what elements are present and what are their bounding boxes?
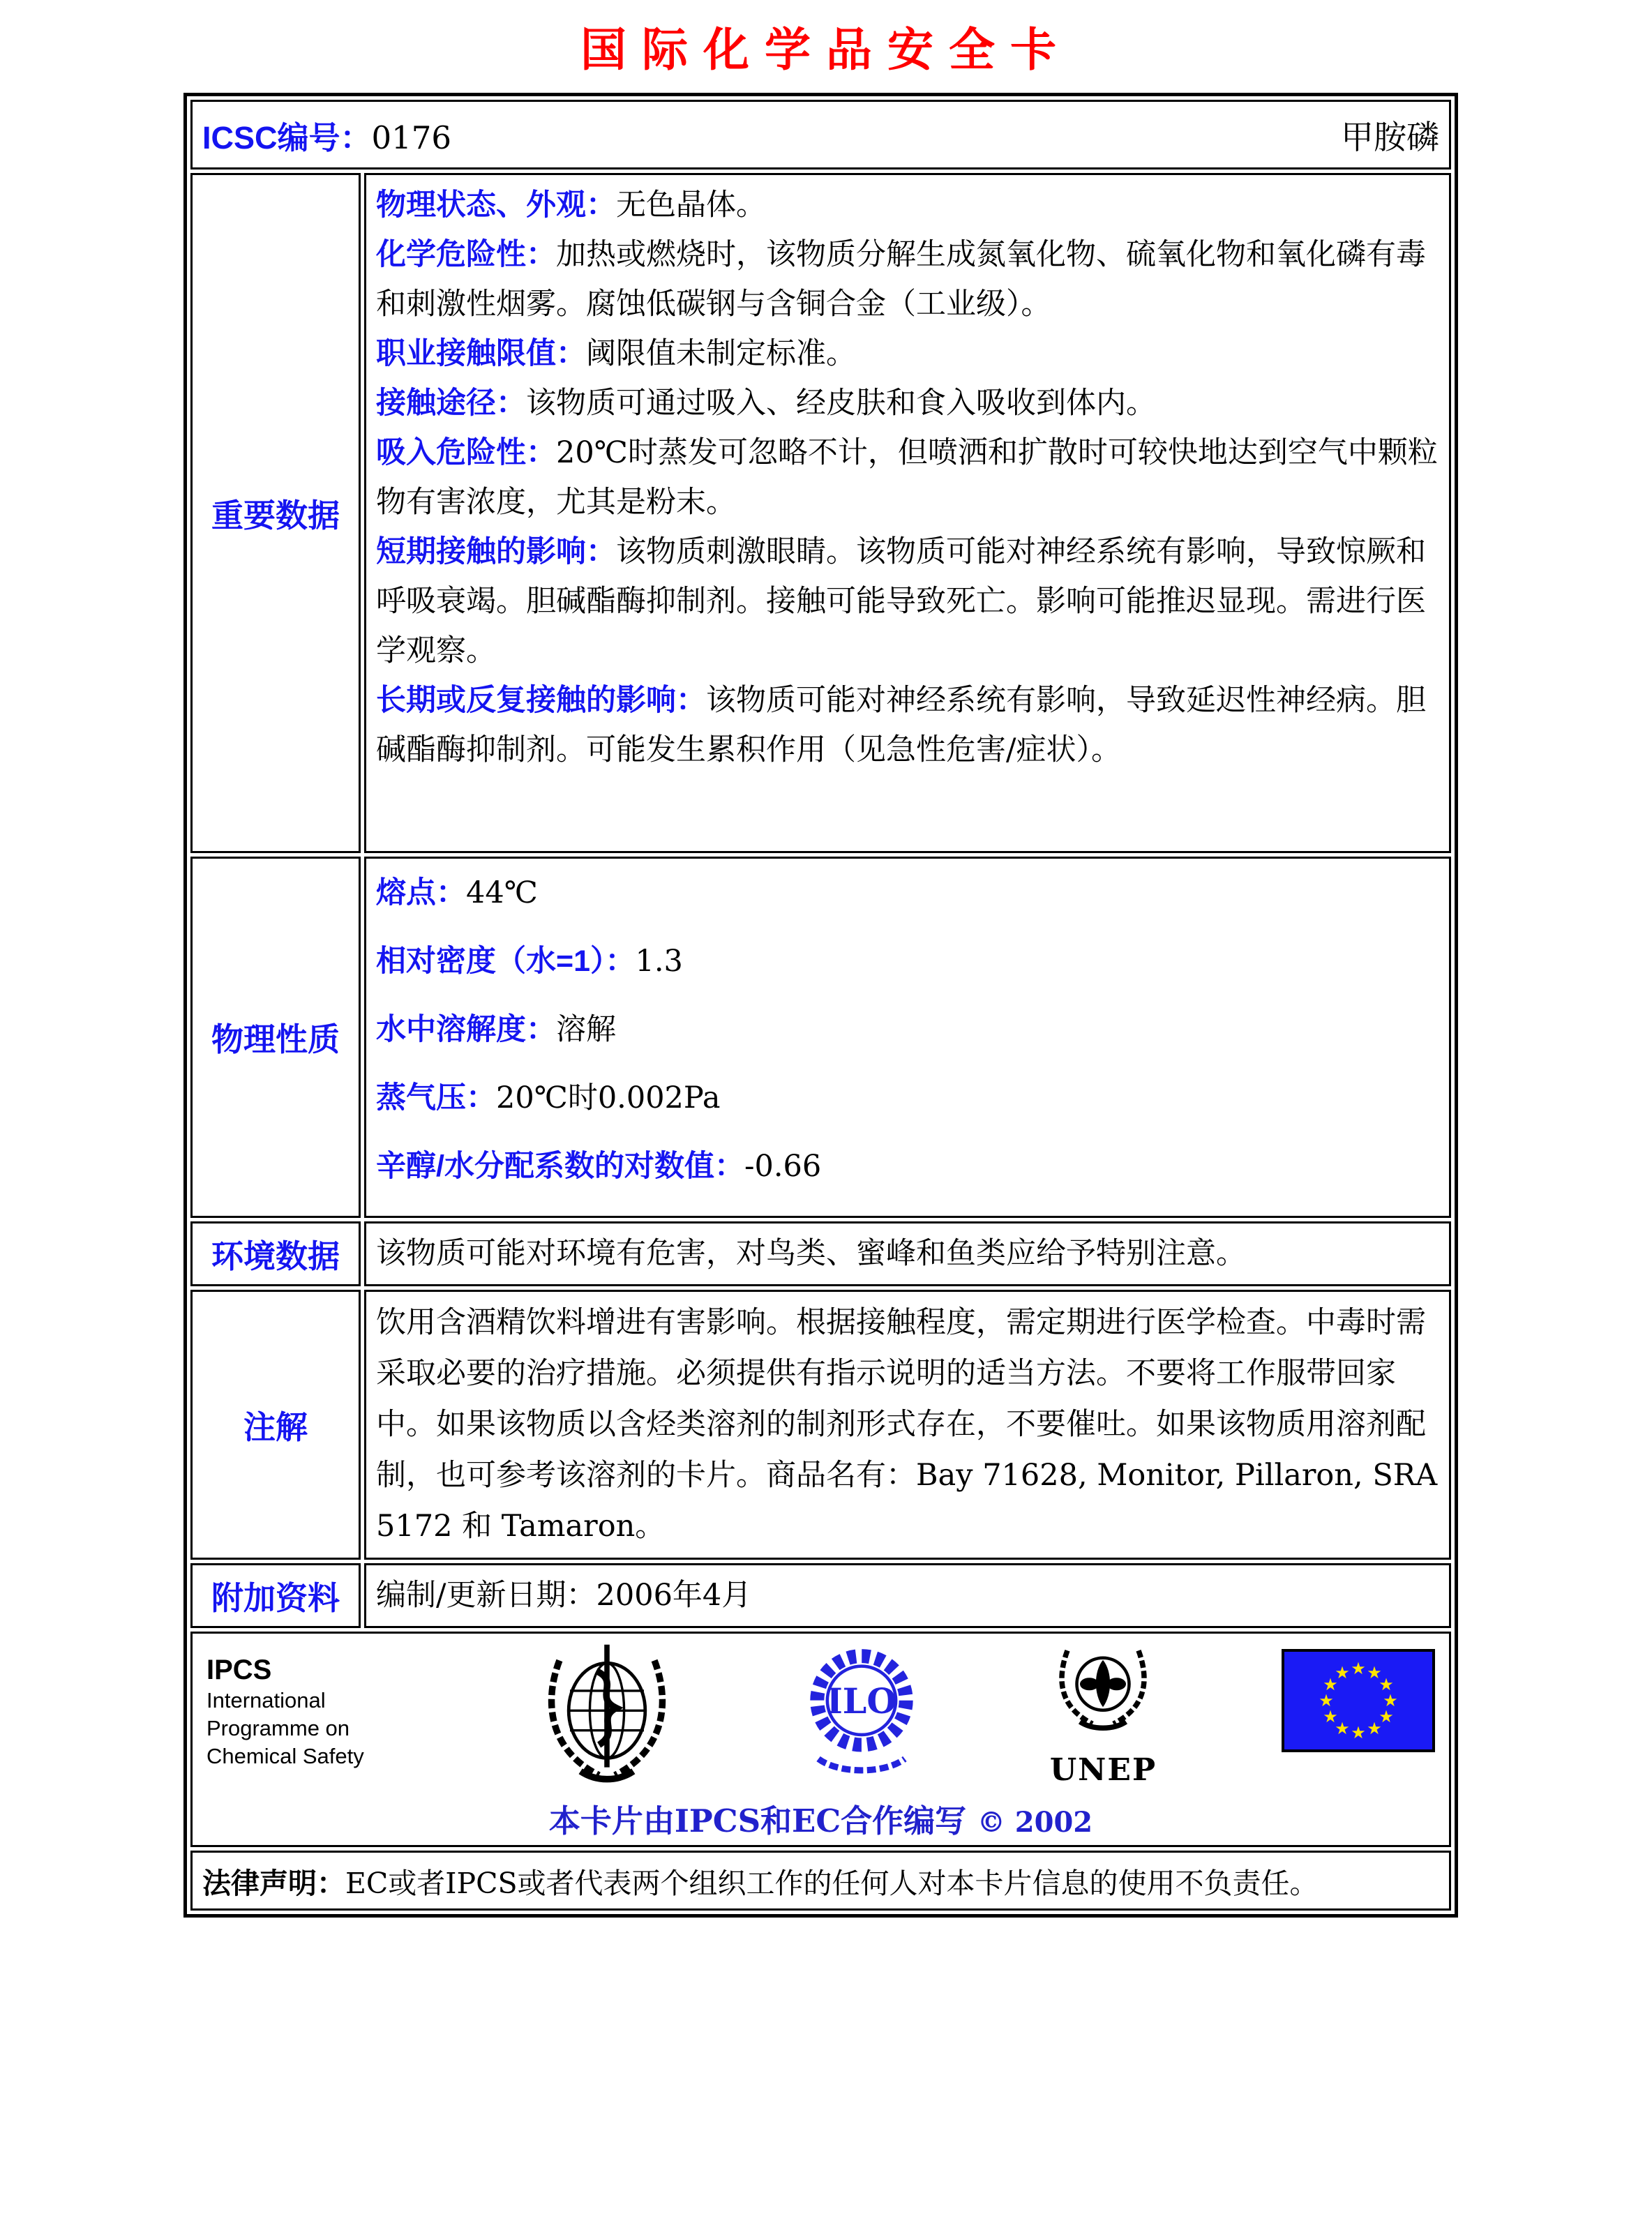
physical-item-text: -0.66	[744, 1149, 822, 1184]
notes-row-label: 注解	[190, 1290, 361, 1560]
icsc-number-label: ICSC编号：	[202, 119, 372, 156]
svg-text:★: ★	[1335, 1663, 1350, 1682]
physical-item-label: 辛醇/水分配系数的对数值：	[376, 1150, 744, 1183]
important-item	[376, 230, 1439, 329]
additional-info-label: 编制/更新日期：	[376, 1578, 596, 1613]
ilo-letters: ILO	[826, 1681, 897, 1722]
svg-text:★: ★	[1351, 1659, 1366, 1678]
important-item-label: 吸入危险性：	[376, 436, 556, 469]
svg-text:★: ★	[1367, 1719, 1382, 1738]
physical-item-label: 熔点：	[376, 876, 466, 910]
header-cell	[190, 100, 1451, 170]
important-item	[376, 676, 1439, 775]
icsc-card-table	[183, 93, 1458, 1918]
notes-row	[190, 1290, 1451, 1560]
legal-label: 法律声明：	[202, 1867, 345, 1899]
important-item-label: 职业接触限值：	[376, 337, 586, 370]
important-item	[376, 181, 1439, 230]
svg-text:★: ★	[1351, 1723, 1366, 1742]
physical-item-text: 44℃	[466, 875, 538, 910]
important-item	[376, 329, 1439, 379]
notes-content: 饮用含酒精饮料增进有害影响。根据接触程度，需定期进行医学检查。中毒时需采取必要的治疗措施。必须提供有指示说明的适当方法。不要将工作服带回家中。如果该物质以含烃类溶剂的制剂形式存在，不要催吐。如果该物质用溶剂配制，也可参考该溶剂的卡片。商品名有：Bay 71628, Monitor, Pillaron, SRA 5172 和 Tamaron。	[364, 1290, 1451, 1560]
important-data-content	[364, 173, 1451, 853]
logos-row	[190, 1632, 1451, 1847]
important-item	[376, 379, 1439, 428]
additional-info-content	[364, 1563, 1451, 1628]
physical-item-text: 20℃时0.002Pa	[496, 1080, 721, 1115]
physical-item	[376, 937, 1439, 986]
important-data-row	[190, 173, 1451, 853]
important-item-text: 该物质可通过吸入、经皮肤和食入吸收到体内。	[526, 386, 1156, 421]
physical-properties-content	[364, 857, 1451, 1218]
important-item-label: 物理状态、外观：	[376, 188, 616, 222]
important-item-label: 短期接触的影响：	[376, 535, 616, 568]
physical-item-text: 1.3	[635, 944, 683, 979]
ipcs-subtitle-line: Programme on	[206, 1716, 350, 1740]
physical-item-text: 溶解	[556, 1012, 616, 1047]
environmental-data-row-label: 环境数据	[190, 1221, 361, 1286]
page-title: 国际化学品安全卡	[580, 22, 1072, 77]
important-item	[376, 428, 1439, 527]
physical-item	[376, 1074, 1439, 1123]
legal-row	[190, 1851, 1451, 1911]
important-data-row-label: 重要数据	[190, 173, 361, 853]
svg-text:★: ★	[1335, 1719, 1350, 1738]
who-logo-icon	[541, 1642, 673, 1790]
header-row	[190, 100, 1451, 170]
svg-text:★: ★	[1379, 1675, 1394, 1694]
icsc-number-value: 0176	[371, 119, 452, 156]
additional-info-text: 2006年4月	[596, 1578, 752, 1613]
icsc-number-group	[202, 112, 451, 158]
legal-cell	[190, 1851, 1451, 1911]
important-item-text: 该物质可能对神经系统有影响，导致延迟性神经病。胆碱酯酶抑制剂。可能发生累积作用（见急性危害/症状）。	[376, 683, 1426, 767]
important-item-text: 无色晶体。	[616, 188, 766, 223]
additional-info-row	[190, 1563, 1451, 1628]
physical-item	[376, 1142, 1439, 1191]
ipcs-subtitle-line: Chemical Safety	[206, 1744, 364, 1768]
physical-item-label: 相对密度（水=1）：	[376, 944, 636, 978]
chemical-name: 甲胺磷	[1341, 118, 1439, 157]
svg-text:★: ★	[1383, 1691, 1398, 1710]
important-item-text: 阈限值未制定标准。	[586, 336, 856, 371]
ilo-logo-icon	[798, 1642, 925, 1787]
logos-cell	[190, 1632, 1451, 1847]
important-item-label: 化学危险性：	[376, 238, 556, 271]
svg-text:★: ★	[1323, 1675, 1338, 1694]
svg-text:★: ★	[1319, 1691, 1334, 1710]
svg-text:★: ★	[1323, 1707, 1338, 1726]
physical-item	[376, 1005, 1439, 1055]
eu-flag-icon	[1282, 1642, 1435, 1755]
important-item-text: 20℃时蒸发可忽略不计，但喷洒和扩散时可较快地达到空气中颗粒物有害浓度，尤其是粉末。	[376, 435, 1438, 520]
important-item-text: 加热或燃烧时，该物质分解生成氮氧化物、硫氧化物和氧化磷有毒和刺激性烟雾。腐蚀低碳钢与含铜合金（工业级）。	[376, 237, 1426, 322]
caption-text: 本卡片由IPCS和EC合作编写	[548, 1802, 967, 1839]
svg-text:★: ★	[1379, 1707, 1394, 1726]
unep-logo-block	[1050, 1642, 1157, 1786]
physical-properties-row-label: 物理性质	[190, 857, 361, 1218]
environmental-data-row	[190, 1221, 1451, 1286]
caption-copyright: © 2002	[977, 1806, 1093, 1839]
unep-label: UNEP	[1049, 1752, 1157, 1788]
important-item-label: 接触途径：	[376, 386, 526, 420]
important-item-text: 该物质刺激眼睛。该物质可能对神经系统有影响，导致惊厥和呼吸衰竭。胆碱酯酶抑制剂。接触可能导致死亡。影响可能推迟显现。需进行医学观察。	[376, 534, 1426, 668]
physical-item-label: 蒸气压：	[376, 1081, 496, 1115]
physical-item	[376, 868, 1439, 918]
important-item	[376, 527, 1439, 676]
ipcs-subtitle-line: International	[206, 1688, 326, 1712]
caption-line	[206, 1795, 1435, 1841]
svg-text:★: ★	[1367, 1663, 1382, 1682]
additional-info-row-label: 附加资料	[190, 1563, 361, 1628]
ipcs-text-block	[206, 1642, 416, 1770]
legal-text: EC或者IPCS或者代表两个组织工作的任何人对本卡片信息的使用不负责任。	[345, 1866, 1319, 1900]
ipcs-title: IPCS	[206, 1655, 272, 1685]
important-item-label: 长期或反复接触的影响：	[376, 684, 706, 717]
environmental-data-content: 该物质可能对环境有危害，对鸟类、蜜峰和鱼类应给予特别注意。	[364, 1221, 1451, 1286]
physical-item-label: 水中溶解度：	[376, 1013, 556, 1046]
physical-properties-row	[190, 857, 1451, 1218]
